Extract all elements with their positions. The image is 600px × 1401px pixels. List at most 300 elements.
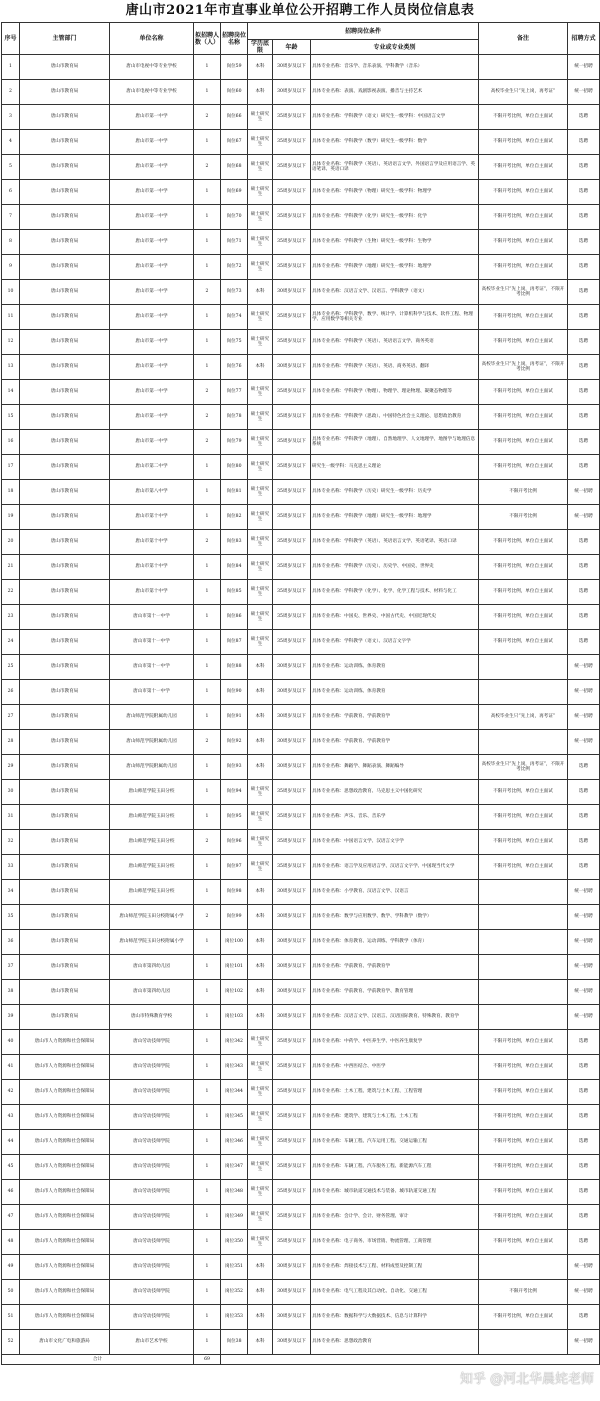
- cell-unit: 唐山师范学院玉田分校: [110, 855, 194, 880]
- cell-unit: 唐山劳动技师学院: [110, 1105, 194, 1130]
- cell-seq: 39: [2, 1005, 20, 1030]
- cell-edu: 硕士研究生: [248, 455, 273, 480]
- cell-major: 具体专业名称：学科教学（语文）研究生一级学科：中国语言文学: [311, 105, 479, 130]
- cell-age: 35周岁及以下: [273, 455, 311, 480]
- cell-method: 选聘: [568, 1030, 600, 1055]
- cell-code: 岗位81: [221, 480, 248, 505]
- cell-major: 具体专业名称：学科教学、数学、统计学、计算机科学与技术、软件工程、物理学、应用数学等相关专业: [311, 305, 479, 330]
- cell-edu: 硕士研究生: [248, 780, 273, 805]
- cell-dept: 唐山市教育局: [20, 55, 110, 80]
- cell-method: 选聘: [568, 1080, 600, 1105]
- cell-edu: 本科: [248, 280, 273, 305]
- header-num: 拟招聘人数（人）: [194, 23, 221, 55]
- table-row: [2, 805, 600, 830]
- cell-dept: 唐山市教育局: [20, 1005, 110, 1030]
- cell-dept: 唐山市人力资源和社会保障局: [20, 1130, 110, 1155]
- cell-edu: 硕士研究生: [248, 205, 273, 230]
- cell-method: 选聘: [568, 630, 600, 655]
- cell-remark: 不限开考比例，单位自主面试: [479, 805, 568, 830]
- table-row: [2, 205, 600, 230]
- cell-edu: 硕士研究生: [248, 605, 273, 630]
- cell-num: 1: [194, 780, 221, 805]
- cell-seq: 42: [2, 1080, 20, 1105]
- cell-major: 具体专业名称：学科教学（历史）、历史学、中国史、世界史: [311, 555, 479, 580]
- cell-edu: 本科: [248, 1280, 273, 1305]
- cell-remark: 不限开考比例，单位自主面试: [479, 580, 568, 605]
- table-row: [2, 605, 600, 630]
- cell-remark: 不限开考比例，单位自主面试: [479, 530, 568, 555]
- cell-unit: 唐山师范学院玉田分校附属小学: [110, 930, 194, 955]
- cell-dept: 唐山市教育局: [20, 530, 110, 555]
- table-row: [2, 655, 600, 680]
- cell-dept: 唐山市教育局: [20, 655, 110, 680]
- header-dept: 主管部门: [20, 23, 110, 55]
- header-remark: 备注: [479, 23, 568, 55]
- cell-remark: [479, 730, 568, 755]
- cell-age: 30周岁及以下: [273, 55, 311, 80]
- cell-seq: 29: [2, 755, 20, 780]
- table-row: [2, 830, 600, 855]
- cell-method: 统一招聘: [568, 55, 600, 80]
- cell-edu: 硕士研究生: [248, 155, 273, 180]
- cell-code: 岗位92: [221, 730, 248, 755]
- cell-major: 具体专业名称：学前教育、学前教育学: [311, 705, 479, 730]
- cell-code: 岗位71: [221, 230, 248, 255]
- cell-num: 1: [194, 1255, 221, 1280]
- cell-code: 岗位75: [221, 330, 248, 355]
- cell-seq: 43: [2, 1105, 20, 1130]
- cell-method: 选聘: [568, 605, 600, 630]
- cell-dept: 唐山市教育局: [20, 705, 110, 730]
- cell-edu: 本科: [248, 680, 273, 705]
- table-row: [2, 55, 600, 80]
- cell-method: 选聘: [568, 580, 600, 605]
- cell-age: 35周岁及以下: [273, 205, 311, 230]
- cell-age: 30周岁及以下: [273, 655, 311, 680]
- cell-unit: 唐山市第四幼儿园: [110, 980, 194, 1005]
- cell-major: 具体专业名称：数学与应用数学、数学、学科教学（数学）: [311, 905, 479, 930]
- cell-dept: 唐山市教育局: [20, 380, 110, 405]
- cell-remark: [479, 1005, 568, 1030]
- cell-seq: 3: [2, 105, 20, 130]
- cell-num: 2: [194, 905, 221, 930]
- cell-code: 岗位76: [221, 355, 248, 380]
- cell-dept: 唐山市教育局: [20, 430, 110, 455]
- table-row: [2, 1155, 600, 1180]
- cell-num: 2: [194, 155, 221, 180]
- header-seq: 序号: [2, 23, 20, 55]
- cell-remark: 不限开考比例: [479, 480, 568, 505]
- cell-method: 选聘: [568, 255, 600, 280]
- cell-code: 岗位66: [221, 105, 248, 130]
- table-row: [2, 455, 600, 480]
- cell-method: 选聘: [568, 230, 600, 255]
- cell-age: 35周岁及以下: [273, 255, 311, 280]
- cell-edu: 硕士研究生: [248, 405, 273, 430]
- cell-age: 35周岁及以下: [273, 1105, 311, 1130]
- cell-major: 具体专业名称：学科教学（英语）、英语语言文学、外国语言学及应用语言学、英语笔译、英语口译: [311, 155, 479, 180]
- table-row: [2, 705, 600, 730]
- table-row: [2, 155, 600, 180]
- cell-method: 选聘: [568, 1205, 600, 1230]
- table-row: [2, 330, 600, 355]
- cell-code: 岗位347: [221, 1155, 248, 1180]
- cell-age: 30周岁及以下: [273, 730, 311, 755]
- cell-dept: 唐山市教育局: [20, 805, 110, 830]
- cell-method: 统一招聘: [568, 80, 600, 105]
- cell-major: 具体专业名称：会计学、会计、财务管理、审计: [311, 1205, 479, 1230]
- cell-remark: [479, 1330, 568, 1355]
- cell-seq: 38: [2, 980, 20, 1005]
- cell-num: 2: [194, 405, 221, 430]
- cell-remark: 不限开考比例，单位自主面试: [479, 605, 568, 630]
- cell-edu: 硕士研究生: [248, 1055, 273, 1080]
- cell-age: 35周岁及以下: [273, 630, 311, 655]
- cell-edu: 本科: [248, 55, 273, 80]
- cell-unit: 唐山市第一中学: [110, 130, 194, 155]
- cell-seq: 9: [2, 255, 20, 280]
- cell-age: 35周岁及以下: [273, 505, 311, 530]
- cell-unit: 唐山市第一中学: [110, 105, 194, 130]
- cell-age: 35周岁及以下: [273, 605, 311, 630]
- cell-method: 选聘: [568, 1105, 600, 1130]
- cell-edu: 硕士研究生: [248, 380, 273, 405]
- cell-method: 选聘: [568, 180, 600, 205]
- cell-dept: 唐山市教育局: [20, 755, 110, 780]
- cell-age: 35周岁及以下: [273, 405, 311, 430]
- cell-unit: 唐山劳动技师学院: [110, 1080, 194, 1105]
- cell-unit: 唐山市艺术学校: [110, 1330, 194, 1355]
- cell-remark: 不限开考比例，单位自主面试: [479, 1055, 568, 1080]
- cell-major: 具体专业名称：学科教学（思政）、中国特色社会主义理论、思想政治教育: [311, 405, 479, 430]
- cell-code: 岗位59: [221, 55, 248, 80]
- cell-method: 统一招聘: [568, 680, 600, 705]
- cell-edu: 本科: [248, 1255, 273, 1280]
- cell-seq: 2: [2, 80, 20, 105]
- cell-code: 岗位38: [221, 1330, 248, 1355]
- cell-dept: 唐山市人力资源和社会保障局: [20, 1030, 110, 1055]
- cell-num: 1: [194, 305, 221, 330]
- cell-unit: 唐山市第八中学: [110, 480, 194, 505]
- cell-method: 统一招聘: [568, 1005, 600, 1030]
- cell-method: 统一招聘: [568, 705, 600, 730]
- cell-dept: 唐山市人力资源和社会保障局: [20, 1205, 110, 1230]
- cell-age: 30周岁及以下: [273, 930, 311, 955]
- cell-age: 35周岁及以下: [273, 805, 311, 830]
- cell-seq: 47: [2, 1205, 20, 1230]
- total-label: 合计: [2, 1355, 194, 1365]
- cell-code: 岗位72: [221, 255, 248, 280]
- cell-method: 选聘: [568, 555, 600, 580]
- cell-remark: 不限开考比例，单位自主面试: [479, 830, 568, 855]
- cell-code: 岗位73: [221, 280, 248, 305]
- cell-unit: 唐山市第一中学: [110, 205, 194, 230]
- cell-major: 具体专业名称：学科教学（数学）研究生一级学科：数学: [311, 130, 479, 155]
- cell-major: 具体专业名称：建筑学、建筑与土木工程、土木工程: [311, 1105, 479, 1130]
- table-row: [2, 855, 600, 880]
- cell-major: 具体专业名称：中国史、世界史、中国古代史、中国近现代史: [311, 605, 479, 630]
- cell-code: 岗位78: [221, 405, 248, 430]
- cell-major: 具体专业名称：学科教学（物理）研究生一级学科：物理学: [311, 180, 479, 205]
- table-row: [2, 355, 600, 380]
- cell-seq: 40: [2, 1030, 20, 1055]
- cell-major: 具体专业名称：焊接技术与工程、材料成型及控制工程: [311, 1255, 479, 1280]
- header-unit: 单位名称: [110, 23, 194, 55]
- cell-method: 选聘: [568, 430, 600, 455]
- cell-edu: 硕士研究生: [248, 180, 273, 205]
- positions-table: [1, 22, 600, 1365]
- cell-age: 35周岁及以下: [273, 555, 311, 580]
- cell-age: 30周岁及以下: [273, 1005, 311, 1030]
- cell-major: 具体专业名称：数据科学与大数据技术、信息与计算科学: [311, 1305, 479, 1330]
- cell-code: 岗位91: [221, 705, 248, 730]
- cell-major: 具体专业名称：学科教学（物理）、物理学、理论物理、凝聚态物理等: [311, 380, 479, 405]
- cell-major: 具体专业名称：学科教学（英语）、英语语言文学、商务英语: [311, 330, 479, 355]
- cell-code: 岗位93: [221, 755, 248, 780]
- cell-dept: 唐山市人力资源和社会保障局: [20, 1305, 110, 1330]
- cell-edu: 本科: [248, 930, 273, 955]
- cell-dept: 唐山市人力资源和社会保障局: [20, 1280, 110, 1305]
- cell-num: 1: [194, 205, 221, 230]
- cell-edu: 本科: [248, 1330, 273, 1355]
- cell-num: 2: [194, 430, 221, 455]
- cell-method: 选聘: [568, 330, 600, 355]
- header-major: 专业或专业类别: [311, 40, 479, 55]
- cell-age: 35周岁及以下: [273, 1055, 311, 1080]
- cell-code: 岗位343: [221, 1055, 248, 1080]
- total-value: 69: [194, 1355, 221, 1365]
- table-row: [2, 1205, 600, 1230]
- cell-major: 具体专业名称：学科教学（生物）研究生一级学科：生物学: [311, 230, 479, 255]
- cell-seq: 16: [2, 430, 20, 455]
- cell-edu: 硕士研究生: [248, 130, 273, 155]
- cell-method: 选聘: [568, 380, 600, 405]
- cell-num: 1: [194, 130, 221, 155]
- cell-unit: 唐山师范学院附属幼儿园: [110, 755, 194, 780]
- cell-unit: 唐山劳动技师学院: [110, 1155, 194, 1180]
- cell-unit: 唐山劳动技师学院: [110, 1255, 194, 1280]
- cell-dept: 唐山市教育局: [20, 105, 110, 130]
- cell-method: 选聘: [568, 1055, 600, 1080]
- cell-dept: 唐山市教育局: [20, 930, 110, 955]
- cell-edu: 硕士研究生: [248, 1030, 273, 1055]
- cell-code: 岗位98: [221, 880, 248, 905]
- cell-unit: 唐山市第十中学: [110, 555, 194, 580]
- cell-dept: 唐山市教育局: [20, 905, 110, 930]
- cell-edu: 本科: [248, 1305, 273, 1330]
- cell-major: 具体专业名称：思想政治教育: [311, 1330, 479, 1355]
- cell-num: 1: [194, 1280, 221, 1305]
- cell-dept: 唐山市教育局: [20, 605, 110, 630]
- cell-seq: 50: [2, 1280, 20, 1305]
- cell-age: 35周岁及以下: [273, 1155, 311, 1180]
- cell-edu: 本科: [248, 1005, 273, 1030]
- cell-edu: 硕士研究生: [248, 505, 273, 530]
- cell-code: 岗位103: [221, 1005, 248, 1030]
- cell-num: 1: [194, 1105, 221, 1130]
- cell-age: 35周岁及以下: [273, 830, 311, 855]
- cell-age: 35周岁及以下: [273, 530, 311, 555]
- cell-remark: 不限开考比例，单位自主面试: [479, 230, 568, 255]
- cell-major: 具体专业名称：学前教育、学前教育学: [311, 730, 479, 755]
- cell-code: 岗位77: [221, 380, 248, 405]
- cell-remark: [479, 880, 568, 905]
- cell-major: 具体专业名称：音乐学、音乐表演、学科教学（音乐）: [311, 55, 479, 80]
- cell-edu: 硕士研究生: [248, 580, 273, 605]
- cell-num: 2: [194, 380, 221, 405]
- cell-seq: 35: [2, 905, 20, 930]
- cell-unit: 唐山市第十一中学: [110, 655, 194, 680]
- cell-num: 1: [194, 955, 221, 980]
- table-row: [2, 1255, 600, 1280]
- cell-dept: 唐山市教育局: [20, 180, 110, 205]
- table-row: [2, 405, 600, 430]
- cell-seq: 15: [2, 405, 20, 430]
- cell-seq: 4: [2, 130, 20, 155]
- cell-edu: 硕士研究生: [248, 105, 273, 130]
- cell-remark: 不限开考比例，单位自主面试: [479, 1155, 568, 1180]
- cell-code: 岗位82: [221, 505, 248, 530]
- cell-age: 35周岁及以下: [273, 430, 311, 455]
- cell-method: 选聘: [568, 155, 600, 180]
- cell-code: 岗位97: [221, 855, 248, 880]
- cell-method: 统一招聘: [568, 1330, 600, 1355]
- cell-code: 岗位351: [221, 1255, 248, 1280]
- cell-remark: [479, 680, 568, 705]
- header-age: 年龄: [273, 40, 311, 55]
- cell-edu: 硕士研究生: [248, 830, 273, 855]
- cell-unit: 唐山劳动技师学院: [110, 1305, 194, 1330]
- cell-seq: 30: [2, 780, 20, 805]
- cell-method: 选聘: [568, 305, 600, 330]
- table-row: [2, 905, 600, 930]
- cell-major: 具体专业名称：学科教学（语文）、汉语言文字学: [311, 630, 479, 655]
- cell-method: 选聘: [568, 805, 600, 830]
- cell-method: 统一招聘: [568, 730, 600, 755]
- table-row: [2, 1305, 600, 1330]
- cell-method: 选聘: [568, 755, 600, 780]
- cell-code: 岗位350: [221, 1230, 248, 1255]
- cell-seq: 26: [2, 680, 20, 705]
- cell-edu: 硕士研究生: [248, 230, 273, 255]
- cell-num: 1: [194, 1305, 221, 1330]
- cell-remark: 不限开考比例，单位自主面试: [479, 855, 568, 880]
- cell-code: 岗位102: [221, 980, 248, 1005]
- cell-edu: 硕士研究生: [248, 855, 273, 880]
- cell-num: 1: [194, 480, 221, 505]
- cell-method: 选聘: [568, 1230, 600, 1255]
- cell-num: 1: [194, 180, 221, 205]
- cell-remark: 不限开考比例，单位自主面试: [479, 155, 568, 180]
- cell-code: 岗位70: [221, 205, 248, 230]
- cell-method: 选聘: [568, 830, 600, 855]
- cell-dept: 唐山市教育局: [20, 480, 110, 505]
- cell-dept: 唐山市教育局: [20, 780, 110, 805]
- cell-age: 30周岁及以下: [273, 1280, 311, 1305]
- cell-edu: 本科: [248, 955, 273, 980]
- cell-age: 30周岁及以下: [273, 1330, 311, 1355]
- cell-unit: 唐山市第一中学: [110, 305, 194, 330]
- cell-seq: 5: [2, 155, 20, 180]
- cell-seq: 17: [2, 455, 20, 480]
- cell-unit: 唐山市第十一中学: [110, 605, 194, 630]
- cell-num: 1: [194, 1230, 221, 1255]
- table-row: [2, 1080, 600, 1105]
- cell-major: 具体专业名称：舞蹈学、舞蹈表演、舞蹈编导: [311, 755, 479, 780]
- cell-unit: 唐山市第十中学: [110, 530, 194, 555]
- cell-code: 岗位346: [221, 1130, 248, 1155]
- cell-method: 统一招聘: [568, 655, 600, 680]
- cell-remark: [479, 930, 568, 955]
- cell-seq: 1: [2, 55, 20, 80]
- cell-major: 具体专业名称：小学教育、汉语言文学、汉语言: [311, 880, 479, 905]
- cell-dept: 唐山市教育局: [20, 855, 110, 880]
- table-row: [2, 1230, 600, 1255]
- cell-num: 2: [194, 830, 221, 855]
- cell-major: 具体专业名称：体育教育、运动训练、学科教学（体育）: [311, 930, 479, 955]
- cell-unit: 唐山劳动技师学院: [110, 1180, 194, 1205]
- table-row: [2, 80, 600, 105]
- cell-code: 岗位96: [221, 830, 248, 855]
- cell-method: 选聘: [568, 530, 600, 555]
- cell-remark: 不限开考比例，单位自主面试: [479, 380, 568, 405]
- table-row: [2, 680, 600, 705]
- cell-seq: 14: [2, 380, 20, 405]
- cell-dept: 唐山市教育局: [20, 355, 110, 380]
- cell-unit: 唐山市第一中学: [110, 155, 194, 180]
- cell-edu: 硕士研究生: [248, 630, 273, 655]
- cell-remark: 不限开考比例，单位自主面试: [479, 205, 568, 230]
- table-body: [2, 55, 600, 1355]
- cell-remark: [479, 55, 568, 80]
- cell-age: 35周岁及以下: [273, 155, 311, 180]
- cell-major: 具体专业名称：汉语言文学、汉语言、汉语国际教育、特殊教育、教育学: [311, 1005, 479, 1030]
- cell-num: 1: [194, 255, 221, 280]
- cell-unit: 唐山市第四幼儿园: [110, 955, 194, 980]
- table-row: [2, 1280, 600, 1305]
- cell-dept: 唐山市教育局: [20, 205, 110, 230]
- cell-unit: 唐山市第十一中学: [110, 630, 194, 655]
- cell-unit: 唐山市第一中学: [110, 330, 194, 355]
- cell-unit: 唐山市第一中学: [110, 180, 194, 205]
- cell-code: 岗位68: [221, 155, 248, 180]
- cell-code: 岗位90: [221, 680, 248, 705]
- header-method: 招聘方式: [568, 23, 600, 55]
- cell-seq: 34: [2, 880, 20, 905]
- cell-unit: 唐山市第一中学: [110, 355, 194, 380]
- cell-num: 1: [194, 355, 221, 380]
- cell-remark: 高校毕业生只“先上岗，再考证”: [479, 705, 568, 730]
- cell-method: 统一招聘: [568, 505, 600, 530]
- table-header-row: [2, 23, 600, 40]
- cell-unit: 唐山市第十中学: [110, 505, 194, 530]
- cell-major: 具体专业名称：土木工程、建筑与土木工程、工程管理: [311, 1080, 479, 1105]
- cell-age: 30周岁及以下: [273, 1305, 311, 1330]
- cell-code: 岗位352: [221, 1280, 248, 1305]
- cell-age: 35周岁及以下: [273, 105, 311, 130]
- cell-num: 1: [194, 855, 221, 880]
- cell-unit: 唐山市第十中学: [110, 580, 194, 605]
- cell-unit: 唐山市第十一中学: [110, 680, 194, 705]
- cell-code: 岗位67: [221, 130, 248, 155]
- cell-seq: 21: [2, 555, 20, 580]
- cell-major: 具体专业名称：思想政治教育、马克思主义中国化研究: [311, 780, 479, 805]
- cell-num: 1: [194, 1055, 221, 1080]
- cell-dept: 唐山市人力资源和社会保障局: [20, 1105, 110, 1130]
- cell-dept: 唐山市教育局: [20, 80, 110, 105]
- cell-seq: 23: [2, 605, 20, 630]
- cell-major: 具体专业名称：车辆工程、汽车运用工程、交通运输工程: [311, 1130, 479, 1155]
